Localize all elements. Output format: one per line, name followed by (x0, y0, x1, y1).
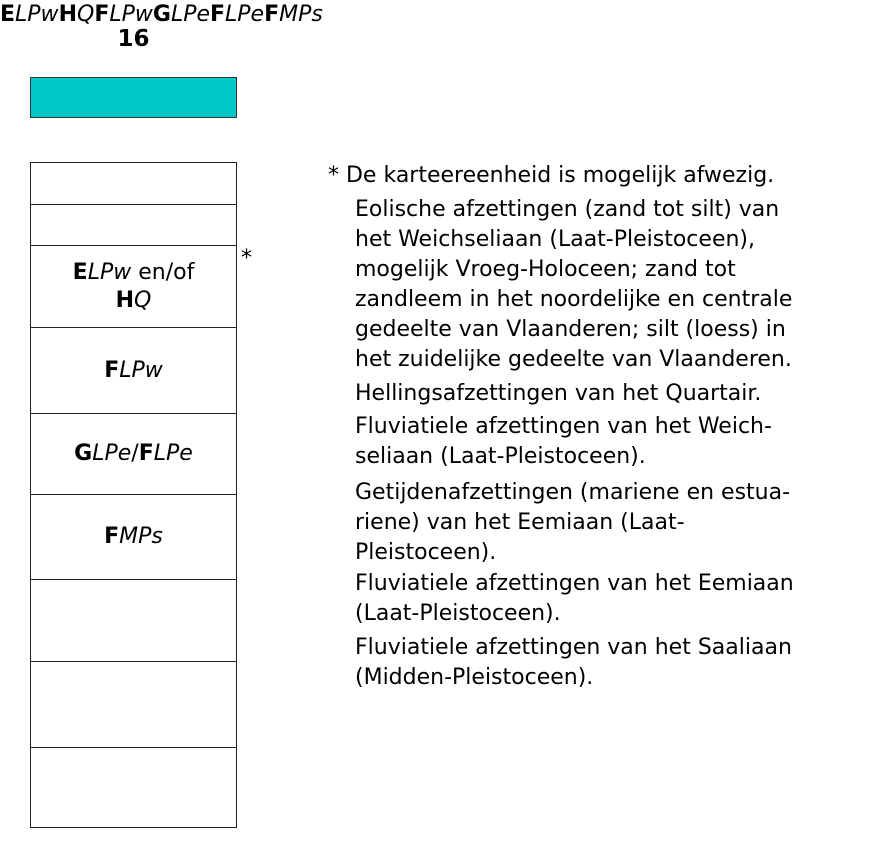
legend-note: * De karteereenheid is mogelijk afwezig. (328, 163, 775, 188)
cell-label-part: LPw (87, 259, 132, 285)
cell-label-part: MPs (119, 524, 163, 549)
legend-line (0, 315, 888, 345)
legend-text: Fluviatiele afzettingen van het Eemiaan (355, 571, 794, 596)
legend-code-italic: Q (76, 2, 95, 27)
legend-line (0, 285, 888, 315)
legend-line (0, 442, 888, 472)
legend-line (0, 255, 888, 285)
legend-code-bold: F (94, 2, 110, 27)
legend-code-bold: G (152, 2, 171, 27)
cell-label-part: LPe (153, 441, 193, 466)
cell-label-part: LPw (119, 357, 163, 383)
legend-text: riene) van het Eemiaan (Laat- (355, 510, 685, 535)
legend-text: seliaan (Laat-Pleistoceen). (355, 444, 646, 469)
legend-text: (Laat-Pleistoceen). (355, 601, 561, 626)
legend-text: (Midden-Pleistoceen). (355, 665, 594, 690)
legend-text: mogelijk Vroeg-Holoceen; zand tot (355, 257, 736, 282)
legend-line (0, 195, 888, 225)
legend-text: gedeelte van Vlaanderen; silt (loess) in (355, 317, 786, 342)
legend-text: Pleistoceen). (355, 540, 497, 565)
legend-code-italic: LPe (170, 2, 210, 27)
column-asterisk: * (241, 246, 252, 271)
legend-code (59, 2, 95, 27)
cell-label-part: / (131, 441, 139, 466)
legend-text: Fluviatiele afzettingen van het Weich- (355, 414, 772, 439)
legend-code-bold: H (58, 2, 77, 27)
legend-text: Eolische afzettingen (zand tot silt) van (355, 197, 780, 222)
legend-line (0, 225, 888, 255)
legend-code-bold: F (264, 2, 280, 27)
legend-text: zandleem in het noordelijke en centrale (355, 287, 793, 312)
legend-line (0, 663, 888, 693)
cell-label-part: en/of (131, 259, 195, 285)
legend-code-italic: LPw (109, 2, 153, 27)
legend-text: Fluviatiele afzettingen van het Saaliaan (355, 635, 792, 660)
legend-line (0, 412, 888, 442)
cell-label-part: G (74, 441, 93, 466)
legend-line (0, 508, 888, 538)
figure-number: 16 (117, 26, 150, 52)
legend-line (0, 379, 888, 409)
cell-label-part: F (104, 524, 120, 549)
legend-line (0, 599, 888, 629)
legend-text: het zuidelijke gedeelte van Vlaanderen. (355, 347, 792, 372)
legend-line (0, 569, 888, 599)
legend-code-italic: LPw (15, 2, 59, 27)
legend-code (94, 2, 153, 27)
legend-line (0, 345, 888, 375)
legend-code-bold: F (210, 2, 226, 27)
legend-code-italic: LPe (225, 2, 265, 27)
cell-label-part: LPe (92, 441, 132, 466)
legend-line (0, 478, 888, 508)
legend-code (153, 2, 210, 27)
cell-label-part: F (104, 357, 120, 383)
legend-code (264, 2, 323, 27)
legend-line (0, 538, 888, 568)
legend-code-bold: E (0, 2, 16, 27)
legend-code-italic: MPs (279, 2, 323, 27)
legend-text: Hellingsafzettingen van het Quartair. (355, 381, 762, 406)
legend-text: het Weichseliaan (Laat-Pleistoceen), (355, 227, 755, 252)
legend-code (210, 2, 264, 27)
cell-label-part: F (138, 441, 154, 466)
legend-code (0, 2, 59, 27)
legend-text: Getijdenafzettingen (mariene en estua- (355, 480, 791, 505)
cell-label-part: H (115, 287, 135, 313)
legend-line (0, 633, 888, 663)
cell-label-part: E (72, 259, 88, 285)
cell-label-part: Q (134, 287, 152, 313)
